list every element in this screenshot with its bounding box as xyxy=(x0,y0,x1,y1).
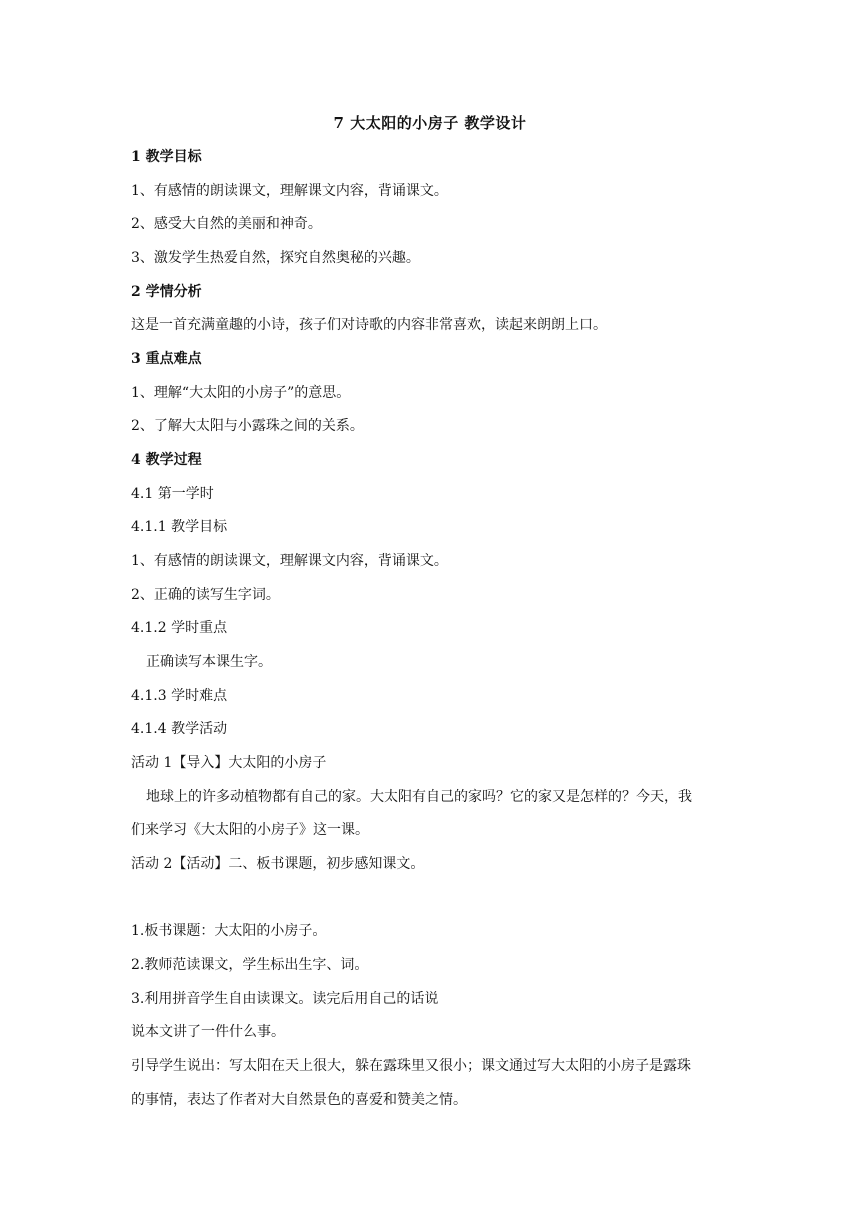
guidance-paragraph-line-2: 的事情，表达了作者对大自然景色的喜爱和赞美之情。 xyxy=(131,1092,467,1108)
student-analysis-text: 这是一首充满童趣的小诗，孩子们对诗歌的内容非常喜欢，读起来朗朗上口。 xyxy=(131,317,607,333)
guidance-paragraph-line-1: 引导学生说出：写太阳在天上很大，躲在露珠里又很小；课文通过写大太阳的小房子是露珠 xyxy=(131,1058,691,1074)
activity-2-step-3: 3.利用拼音学生自由读课文。读完后用自己的话说 xyxy=(131,991,439,1007)
goal-item-1: 1、有感情的朗读课文，理解课文内容，背诵课文。 xyxy=(131,183,448,199)
subsection-lesson-difficulty: 4.1.3 学时难点 xyxy=(131,688,228,704)
subsection-lesson-goals: 4.1.1 教学目标 xyxy=(131,519,228,535)
activity-2-step-2: 2.教师范读课文，学生标出生字、词。 xyxy=(131,957,369,973)
subsection-teaching-activities: 4.1.4 教学活动 xyxy=(131,721,228,737)
activity-2-heading: 活动 2【活动】二、板书课题，初步感知课文。 xyxy=(131,856,425,872)
key-point-2: 2、了解大太阳与小露珠之间的关系。 xyxy=(131,418,364,434)
section-heading-student-analysis: 2 学情分析 xyxy=(131,284,202,300)
subsection-lesson-focus: 4.1.2 学时重点 xyxy=(131,620,228,636)
activity-1-paragraph-line-1: 地球上的许多动植物都有自己的家。大太阳有自己的家吗？它的家又是怎样的？今天，我 xyxy=(146,789,692,805)
section-heading-key-points: 3 重点难点 xyxy=(131,351,202,367)
activity-2-step-1: 1.板书课题：大太阳的小房子。 xyxy=(131,923,327,939)
activity-2-step-3-continued: 说本文讲了一件什么事。 xyxy=(131,1024,285,1040)
goal-item-3: 3、激发学生热爱自然，探究自然奥秘的兴趣。 xyxy=(131,250,420,266)
activity-1-paragraph-line-2: 们来学习《大太阳的小房子》这一课。 xyxy=(131,822,369,838)
lesson-goal-1: 1、有感情的朗读课文，理解课文内容，背诵课文。 xyxy=(131,553,448,569)
lesson-focus-text: 正确读写本课生字。 xyxy=(146,654,272,670)
section-heading-teaching-goals: 1 教学目标 xyxy=(131,149,202,165)
lesson-goal-2: 2、正确的读写生字词。 xyxy=(131,587,280,603)
subsection-first-lesson: 4.1 第一学时 xyxy=(131,486,214,502)
key-point-1: 1、理解“大太阳的小房子”的意思。 xyxy=(131,385,351,401)
activity-1-heading: 活动 1【导入】大太阳的小房子 xyxy=(131,755,327,771)
goal-item-2: 2、感受大自然的美丽和神奇。 xyxy=(131,216,322,232)
section-heading-teaching-process: 4 教学过程 xyxy=(131,452,202,468)
document-title: 7 大太阳的小房子 教学设计 xyxy=(333,114,527,132)
